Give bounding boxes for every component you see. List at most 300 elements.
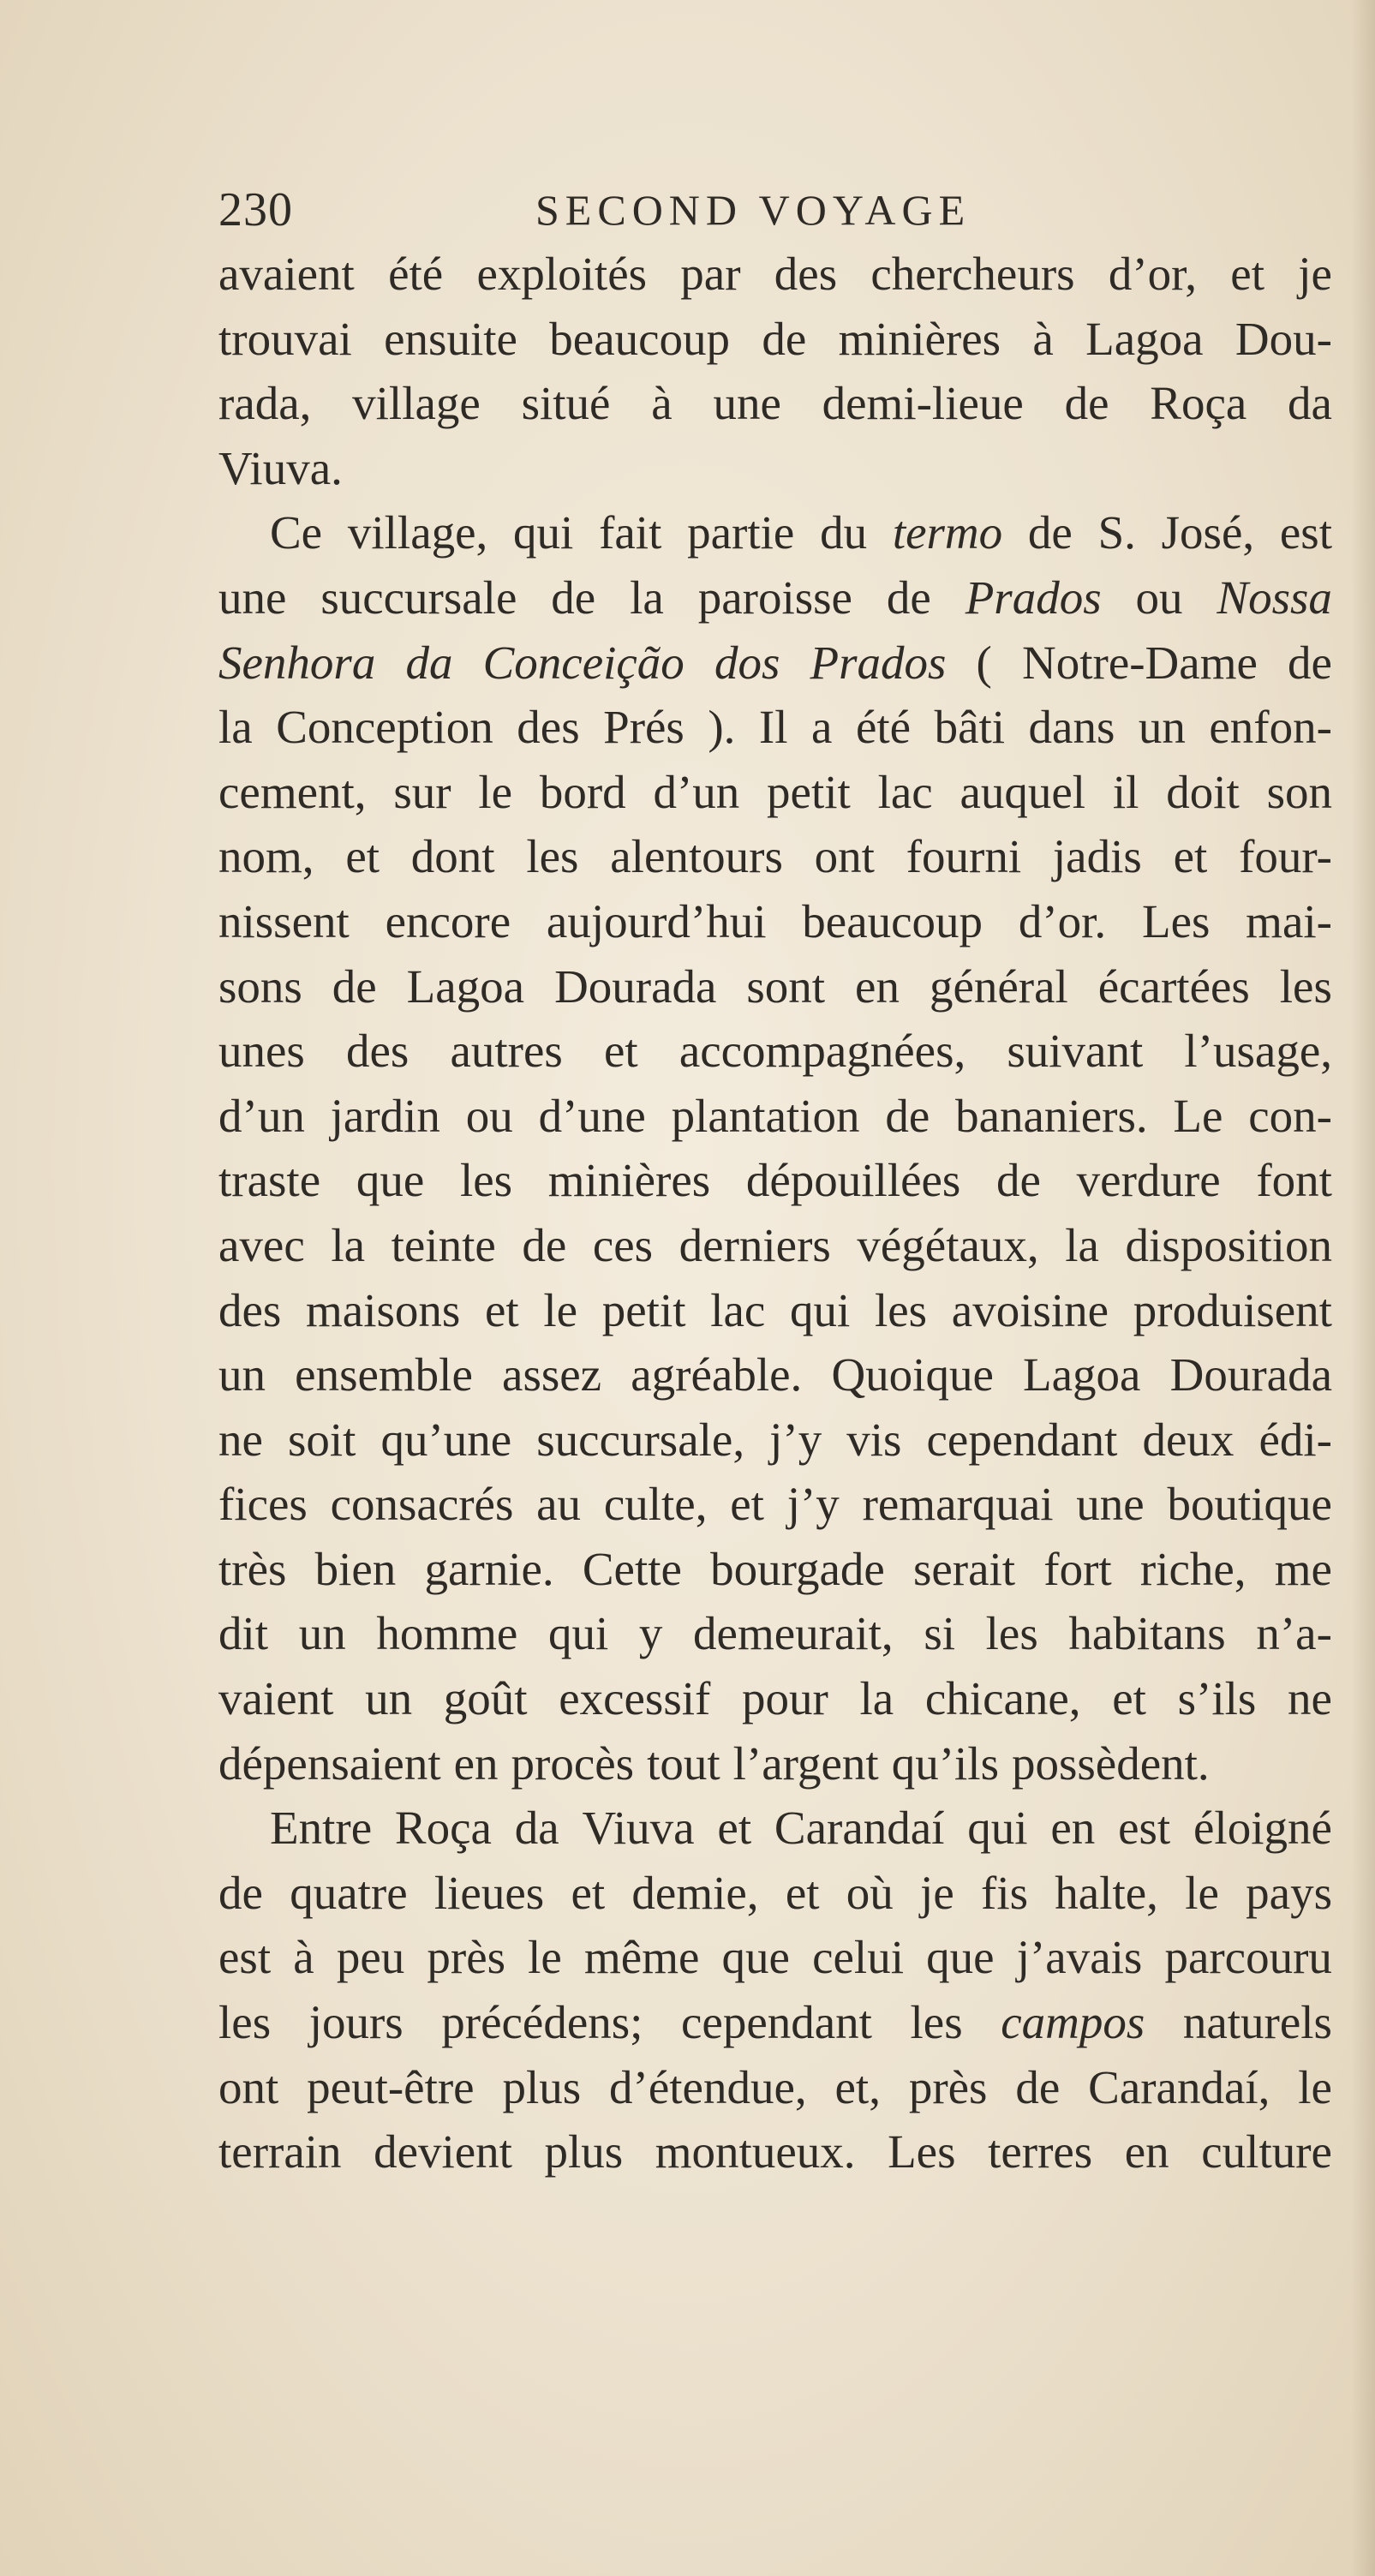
word: demi-lieue: [822, 377, 1024, 430]
word: les: [218, 1996, 272, 2049]
running-head: SECOND VOYAGE: [535, 186, 971, 234]
word: et: [345, 830, 380, 883]
word: trouvai: [218, 312, 352, 365]
body-text: [218, 242, 1332, 2185]
word: d’étendue,: [609, 2060, 807, 2113]
word: Le: [1173, 1089, 1223, 1142]
word: (: [976, 636, 992, 689]
word: plus: [544, 2125, 624, 2179]
word: ont: [814, 830, 875, 883]
word: la: [331, 1218, 366, 1271]
word: demie,: [631, 1866, 759, 1919]
text-line: [218, 824, 1332, 889]
word: de: [996, 1154, 1041, 1207]
word: Lagoa: [406, 959, 525, 1013]
word: il: [1112, 765, 1139, 818]
word: soit: [287, 1413, 356, 1466]
word: aujourd’hui: [546, 894, 767, 947]
book-page: [218, 0, 1332, 2576]
text-line: [218, 631, 1332, 696]
word: en: [1124, 2125, 1169, 2179]
word: me: [1274, 1542, 1332, 1595]
word: peut-être: [307, 2060, 475, 2113]
word: succursale,: [536, 1413, 745, 1466]
word: Lagoa: [1023, 1348, 1141, 1402]
word: des: [774, 248, 838, 300]
word: terres: [988, 2125, 1093, 2179]
word: accompagnées,: [679, 1025, 966, 1078]
word: de: [1027, 506, 1073, 559]
text-line: [218, 1861, 1332, 1926]
word: procès: [511, 1736, 635, 1790]
word: Ce: [270, 506, 323, 559]
word: une: [218, 571, 287, 624]
word: petit: [767, 765, 851, 818]
word: lac: [710, 1283, 766, 1336]
word: si: [924, 1607, 956, 1660]
word: derniers: [679, 1218, 831, 1271]
word: Il: [758, 701, 788, 754]
word: dont: [410, 830, 495, 883]
word: des: [517, 701, 580, 754]
word: les: [459, 1154, 513, 1207]
word: de: [332, 959, 377, 1013]
word: nom,: [218, 830, 314, 883]
text-line: [218, 1084, 1332, 1149]
word: pays: [1246, 1866, 1332, 1919]
word: le: [1185, 1866, 1219, 1919]
word: Viuva.: [218, 441, 343, 494]
word: Roça: [1150, 377, 1247, 430]
word: serait: [912, 1542, 1016, 1595]
word: bâti: [934, 701, 1006, 754]
word: ont: [218, 2060, 279, 2113]
page-edge-shadow: [1351, 0, 1375, 2576]
word: parcouru: [1164, 1931, 1332, 1984]
word: Conceição: [482, 636, 685, 689]
text-line: [218, 2055, 1332, 2120]
word: chicane,: [924, 1672, 1081, 1725]
word: d’or.: [1018, 894, 1107, 947]
word: beaucoup: [549, 312, 731, 365]
word: des: [218, 1283, 282, 1336]
word: le: [543, 1283, 578, 1336]
word: de: [886, 571, 931, 624]
word: con-: [1248, 1089, 1332, 1142]
word: bourgade: [710, 1542, 885, 1595]
word: Les: [1141, 894, 1211, 947]
word: je: [920, 1866, 954, 1919]
word: chercheurs: [870, 248, 1075, 300]
word: Roça: [394, 1802, 492, 1855]
word: minières: [547, 1154, 711, 1207]
word: qu’une: [380, 1413, 512, 1466]
word: s’ils: [1177, 1672, 1257, 1725]
word: quatre: [290, 1866, 408, 1919]
word: que: [356, 1154, 425, 1207]
word: beaucoup: [802, 894, 983, 947]
word: en: [855, 959, 900, 1013]
word: mai-: [1246, 894, 1332, 947]
text-line: [218, 1278, 1332, 1343]
word: et: [730, 1478, 764, 1531]
word: à: [1032, 312, 1054, 365]
word: et: [1230, 248, 1264, 300]
word: fourni: [906, 830, 1022, 883]
word: des: [345, 1025, 410, 1078]
word: lac: [877, 765, 933, 818]
word: plus: [502, 2060, 582, 2113]
word: Dourada: [1169, 1348, 1332, 1402]
word: Dou-: [1235, 312, 1332, 365]
word: lieues: [433, 1866, 545, 1919]
word: général: [929, 959, 1068, 1013]
text-line: [218, 1213, 1332, 1278]
word: et: [1112, 1672, 1146, 1725]
word: possèdent.: [1011, 1736, 1210, 1790]
word: autres: [450, 1025, 563, 1078]
word: au: [536, 1478, 582, 1531]
word: cement,: [218, 765, 367, 818]
word: de: [885, 1089, 930, 1142]
word: homme: [376, 1607, 518, 1660]
word: ou: [465, 1089, 513, 1142]
word: de: [1288, 636, 1332, 689]
word: les: [1279, 959, 1332, 1013]
word: dépensaient: [218, 1736, 441, 1790]
word: celui: [812, 1931, 904, 1984]
word: de: [1015, 2060, 1061, 2113]
word: da: [405, 636, 453, 689]
word: sons: [218, 959, 302, 1013]
word: remarquai: [862, 1478, 1054, 1531]
word: Lagoa: [1085, 312, 1204, 365]
word: été: [388, 248, 444, 300]
word: unes: [218, 1025, 305, 1078]
word: y: [638, 1607, 663, 1660]
text-line: [218, 565, 1332, 631]
word: petit: [601, 1283, 686, 1336]
text-line: [218, 1731, 1332, 1796]
word: l’usage,: [1184, 1025, 1332, 1078]
word: rada,: [218, 377, 312, 430]
word: partie: [687, 506, 795, 559]
text-line: [218, 500, 1332, 565]
word: le: [1298, 2060, 1332, 2113]
text-line: [218, 1925, 1332, 1990]
word: et: [785, 1866, 820, 1919]
word: édi-: [1258, 1413, 1332, 1466]
word: cependant: [926, 1413, 1118, 1466]
word: qui: [790, 1283, 851, 1336]
word: dit: [218, 1607, 269, 1660]
word: cependant: [681, 1996, 872, 2049]
word: Viuva: [582, 1802, 695, 1855]
word: j’avais: [1016, 1931, 1143, 1984]
word: montueux.: [655, 2125, 856, 2179]
word: ne: [218, 1413, 263, 1466]
word: Prados: [810, 636, 947, 689]
word: ces: [592, 1218, 654, 1271]
word: précédens;: [441, 1996, 643, 2049]
word: doit: [1166, 765, 1240, 818]
word: bananiers.: [955, 1089, 1148, 1142]
text-line: [218, 889, 1332, 954]
word: Carandaí: [774, 1802, 945, 1855]
word: très: [218, 1542, 287, 1595]
word: verdure: [1076, 1154, 1221, 1207]
word: boutique: [1167, 1478, 1332, 1531]
word: font: [1256, 1154, 1332, 1207]
word: qui: [513, 506, 574, 559]
word: n’a-: [1256, 1607, 1332, 1660]
word: d’or,: [1108, 248, 1198, 300]
word: avaient: [218, 248, 355, 300]
word: fices: [218, 1478, 308, 1531]
word: son: [1266, 765, 1332, 818]
word: près: [427, 1931, 506, 1984]
text-line: [218, 436, 1332, 501]
word: un: [298, 1607, 346, 1660]
word: fis: [981, 1866, 1029, 1919]
word: de: [551, 571, 596, 624]
word: deux: [1142, 1413, 1235, 1466]
word: de: [218, 1866, 263, 1919]
word: auquel: [960, 765, 1086, 818]
word: avec: [218, 1218, 305, 1271]
word: habitans: [1068, 1607, 1226, 1660]
word: vis: [846, 1413, 902, 1466]
word: suivant: [1007, 1025, 1144, 1078]
word: est: [218, 1931, 272, 1984]
word: avoisine: [951, 1283, 1109, 1336]
word: sur: [393, 765, 451, 818]
word: Cette: [582, 1542, 682, 1595]
word: du: [820, 506, 868, 559]
word: vaient: [218, 1672, 334, 1725]
word: j’y: [769, 1413, 822, 1466]
word: maisons: [306, 1283, 461, 1336]
text-line: [218, 1796, 1332, 1861]
word: et: [603, 1025, 638, 1078]
word: village,: [347, 506, 488, 559]
word: le: [528, 1931, 562, 1984]
word: agréable.: [631, 1348, 803, 1402]
text-line: [218, 1342, 1332, 1408]
word: goût: [443, 1672, 528, 1725]
word: ou: [1135, 571, 1183, 624]
word: situé: [521, 377, 611, 430]
text-line: [218, 307, 1332, 372]
word: a: [811, 701, 833, 754]
word: été: [855, 701, 912, 754]
word: Prados: [965, 571, 1102, 624]
text-line: [218, 1408, 1332, 1473]
word: à: [293, 1931, 314, 1984]
word: que: [721, 1931, 790, 1984]
word: S.: [1097, 506, 1136, 559]
word: à: [651, 377, 673, 430]
word: ).: [708, 701, 736, 754]
word: sont: [746, 959, 826, 1013]
word: dans: [1028, 701, 1115, 754]
word: d’une: [538, 1089, 646, 1142]
word: ensemble: [295, 1348, 473, 1402]
word: termo: [892, 506, 1003, 559]
word: en: [453, 1736, 499, 1790]
word: José,: [1161, 506, 1255, 559]
text-line: [218, 954, 1332, 1019]
word: fait: [599, 506, 662, 559]
word: jardin: [330, 1089, 440, 1142]
word: qui: [967, 1802, 1028, 1855]
word: une: [1076, 1478, 1145, 1531]
word: paroisse: [697, 571, 852, 624]
page-number: 230: [218, 183, 293, 236]
text-line: [218, 1019, 1332, 1084]
word: près: [908, 2060, 988, 2113]
word: Nossa: [1217, 571, 1332, 624]
text-line: [218, 371, 1332, 436]
word: halte,: [1055, 1866, 1158, 1919]
word: jours: [308, 1996, 404, 2049]
word: écartées: [1097, 959, 1250, 1013]
word: pour: [742, 1672, 828, 1725]
word: riche,: [1139, 1542, 1246, 1595]
word: village: [352, 377, 481, 430]
word: est: [1118, 1802, 1171, 1855]
word: plantation: [671, 1089, 860, 1142]
text-line: [218, 2119, 1332, 2185]
word: culture: [1201, 2125, 1332, 2179]
word: excessif: [559, 1672, 711, 1725]
text-line: [218, 1148, 1332, 1213]
word: et: [571, 1866, 606, 1919]
word: campos: [1001, 1996, 1145, 2049]
word: bord: [539, 765, 626, 818]
word: garnie.: [424, 1542, 554, 1595]
word: un: [1138, 701, 1186, 754]
text-line: [218, 242, 1332, 307]
word: Notre-Dame: [1022, 636, 1258, 689]
word: les: [874, 1283, 928, 1336]
word: encore: [385, 894, 511, 947]
word: même: [584, 1931, 700, 1984]
word: traste: [218, 1154, 321, 1207]
word: d’un: [218, 1089, 305, 1142]
word: Entre: [270, 1802, 373, 1855]
word: et: [717, 1802, 752, 1855]
word: Prés: [603, 701, 685, 754]
word: naturels: [1182, 1996, 1332, 2049]
text-line: [218, 1537, 1332, 1602]
text-line: [218, 1666, 1332, 1731]
word: végétaux,: [857, 1218, 1039, 1271]
word: produisent: [1133, 1283, 1332, 1336]
word: est: [1279, 506, 1332, 559]
word: fort: [1043, 1542, 1112, 1595]
word: nissent: [218, 894, 350, 947]
word: et: [1173, 830, 1208, 883]
word: que: [926, 1931, 995, 1984]
word: un: [365, 1672, 413, 1725]
text-line: [218, 1472, 1332, 1537]
word: en: [1050, 1802, 1096, 1855]
word: dépouillées: [745, 1154, 961, 1207]
word: peu: [336, 1931, 405, 1984]
word: terrain: [218, 2125, 342, 2179]
word: consacrés: [330, 1478, 514, 1531]
word: jadis: [1052, 830, 1142, 883]
word: ne: [1287, 1672, 1332, 1725]
word: où: [846, 1866, 894, 1919]
word: devient: [374, 2125, 512, 2179]
word: succursale: [320, 571, 517, 624]
word: minières: [838, 312, 1001, 365]
word: éloigné: [1193, 1802, 1332, 1855]
text-line: [218, 1990, 1332, 2055]
word: le: [478, 765, 513, 818]
word: qu’ils: [891, 1736, 999, 1790]
word: de: [1064, 377, 1109, 430]
word: Conception: [276, 701, 493, 754]
word: la: [1065, 1218, 1099, 1271]
word: de: [762, 312, 807, 365]
text-line: [218, 1601, 1332, 1666]
word: un: [218, 1348, 266, 1402]
word: les: [910, 1996, 963, 2049]
word: qui: [547, 1607, 609, 1660]
word: les: [526, 830, 579, 883]
word: demeurait,: [693, 1607, 894, 1660]
word: ensuite: [384, 312, 517, 365]
word: Quoique: [831, 1348, 994, 1402]
word: Senhora: [218, 636, 376, 689]
word: et: [484, 1283, 519, 1336]
word: Carandaí,: [1088, 2060, 1270, 2113]
word: la: [218, 701, 253, 754]
word: les: [985, 1607, 1038, 1660]
word: j’y: [786, 1478, 840, 1531]
word: bien: [314, 1542, 397, 1595]
page-header: [218, 180, 1332, 240]
text-line: [218, 760, 1332, 825]
word: da: [514, 1802, 559, 1855]
word: Dourada: [554, 959, 717, 1013]
word: tout: [647, 1736, 720, 1790]
word: de: [522, 1218, 567, 1271]
word: disposition: [1125, 1218, 1332, 1271]
word: je: [1298, 248, 1332, 300]
word: d’un: [653, 765, 740, 818]
word: teinte: [391, 1218, 496, 1271]
word: enfon-: [1209, 701, 1332, 754]
text-line: [218, 695, 1332, 760]
word: la: [859, 1672, 894, 1725]
word: l’argent: [732, 1736, 879, 1790]
word: et,: [834, 2060, 881, 2113]
word: une: [713, 377, 781, 430]
word: culte,: [603, 1478, 708, 1531]
word: alentours: [610, 830, 783, 883]
word: Les: [888, 2125, 956, 2179]
word: assez: [502, 1348, 602, 1402]
word: la: [630, 571, 664, 624]
word: dos: [714, 636, 780, 689]
word: da: [1288, 377, 1332, 430]
word: exploités: [476, 248, 648, 300]
word: par: [680, 248, 741, 300]
